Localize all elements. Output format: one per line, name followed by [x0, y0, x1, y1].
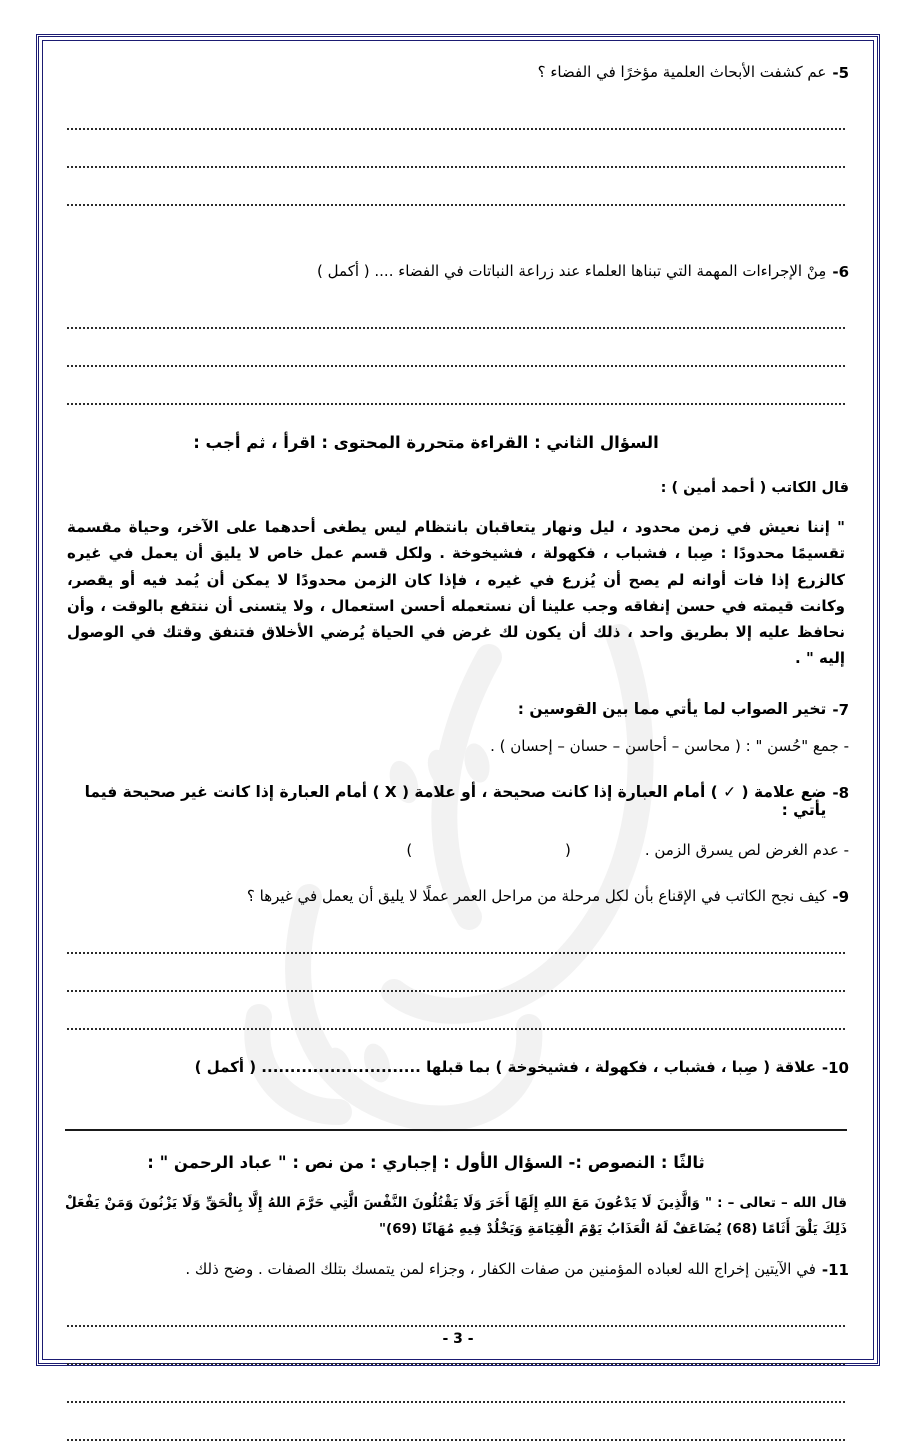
question-10-number: 10- [821, 1058, 849, 1077]
question-8-statement: - عدم الغرض لص يسرق الزمن . [644, 840, 849, 859]
reading-passage: " إننا نعيش في زمن محدود ، ليل ونهار يتعاقبان بانتظام ليس يطغى أحدهما على الآخر، وحياة مقسمة تقسيمًا محدودًا : صِبا ، فشباب ، فكهولة ، فشيخوخة . ولكل قسم عمل خاص لا يليق أن يعمل في غيره كالزرع إذا فات أوانه لم يصح أن يُزرع في غيره ، فإذا كان الزمن محدودًا لا يمكن أن يُمد فيه أو يقصر، وكانت قيمته في حسن إنفاقه وجب علينا أن نستعمله أحسن استعمال ، ولا يتسنى أن ننتفع بالوقت ، وأن نحافظ عليه إلا بطريق واحد ، ذلك أن يكون لك غرض في الحياة يُرضي الأخلاق فتنفق وقتك في الوصول إليه " . [67, 518, 845, 668]
question-7-heading: تخير الصواب لما يأتي مما بين القوسين : [517, 699, 827, 718]
question-7 [63, 700, 849, 719]
question-11-text: في الآيتين إخراج الله لعباده المؤمنين من صفات الكفار ، وجزاء لمن يتمسك بتلك الصفات . وضح ذلك . [185, 1260, 816, 1279]
question-11 [63, 1260, 849, 1279]
answer-lines-q5[interactable] [63, 109, 849, 206]
question-8-number: 8- [832, 783, 849, 802]
question-6 [63, 262, 849, 281]
passage-attribution: قال الكاتب ( أحمد أمين ) : [660, 480, 849, 496]
question-9 [63, 887, 849, 906]
answer-line[interactable] [67, 346, 845, 367]
quran-verse-lead: قال الله – تعالى – : " وَالَّذِينَ لَا يَدْعُونَ مَعَ اللهِ إِلَهًا أَخَرَ وَلَا يَقْتُلُونَ النَّفْسَ الَّتِي حَرَّمَ اللهُ إِلَّا بِالْحَقِّ وَلَا يَزْنُونَ وَمَنْ يَفْعَلْ ذَلِكَ يَلْقَ أَثَامًا (68) يُضَاعَفْ لَهُ الْعَذَابُ يَوْمَ الْقِيَامَةِ وَيَخْلُدْ فِيهِ مُهَانًا (69)" [65, 1194, 847, 1237]
answer-lines-q6[interactable] [63, 308, 849, 405]
question-10 [63, 1058, 849, 1077]
question-9-number: 9- [832, 887, 849, 906]
question-7-number: 7- [832, 700, 849, 719]
question-10-text[interactable]: علاقة ( صِبا ، فشباب ، فكهولة ، فشيخوخة ) بما قبلها ............................ ( أكمل ) [194, 1057, 816, 1076]
answer-line[interactable] [67, 109, 845, 130]
answer-line[interactable] [67, 1344, 845, 1365]
question-6-text: مِنْ الإجراءات المهمة التي تبناها العلماء عند زراعة النباتات في الفضاء .... ( أكمل ) [317, 262, 827, 280]
answer-line[interactable] [67, 1009, 845, 1030]
question-7-choices[interactable]: - جمع "حُسن " : ( محاسن – أحاسن – حسان – إحسان ) . [490, 736, 849, 755]
answer-line[interactable] [67, 384, 845, 405]
question-5-number: 5- [832, 64, 849, 82]
question-5 [63, 63, 849, 82]
answer-line[interactable] [67, 1306, 845, 1327]
question-8 [63, 783, 849, 819]
answer-line[interactable] [67, 147, 845, 168]
page-content [39, 37, 877, 1363]
question-8-answer-box[interactable]: ( ) [406, 840, 645, 859]
answer-line[interactable] [67, 185, 845, 206]
answer-line[interactable] [67, 933, 845, 954]
section-three-heading: ثالثًا : النصوص :- السؤال الأول : إجباري : من نص : " عباد الرحمن " : [147, 1152, 705, 1172]
question-6-number: 6- [832, 263, 849, 281]
answer-lines-q9[interactable] [63, 933, 849, 1030]
question-8-item [63, 841, 849, 859]
question-5-text: عم كشفت الأبحاث العلمية مؤخرًا في الفضاء ؟ [537, 63, 827, 81]
question-9-text: كيف نجح الكاتب في الإقناع بأن لكل مرحلة من مراحل العمر عملًا لا يليق أن يعمل في غيرها ؟ [246, 886, 827, 905]
section-two-heading: السؤال الثاني : القراءة متحررة المحتوى : اقرأ ، ثم أجب : [193, 433, 659, 452]
answer-line[interactable] [67, 971, 845, 992]
page-number: - 3 - [442, 1331, 474, 1347]
answer-line[interactable] [67, 308, 845, 329]
page-border-frame [36, 34, 880, 1366]
answer-lines-q11[interactable] [63, 1306, 849, 1441]
question-8-heading: ضع علامة ( ✓ ) أمام العبارة إذا كانت صحيحة ، أو علامة ( X ) أمام العبارة إذا كانت غير صحيحة فيما يأتي : [84, 782, 827, 819]
question-11-number: 11- [821, 1261, 849, 1280]
answer-line[interactable] [67, 1420, 845, 1441]
